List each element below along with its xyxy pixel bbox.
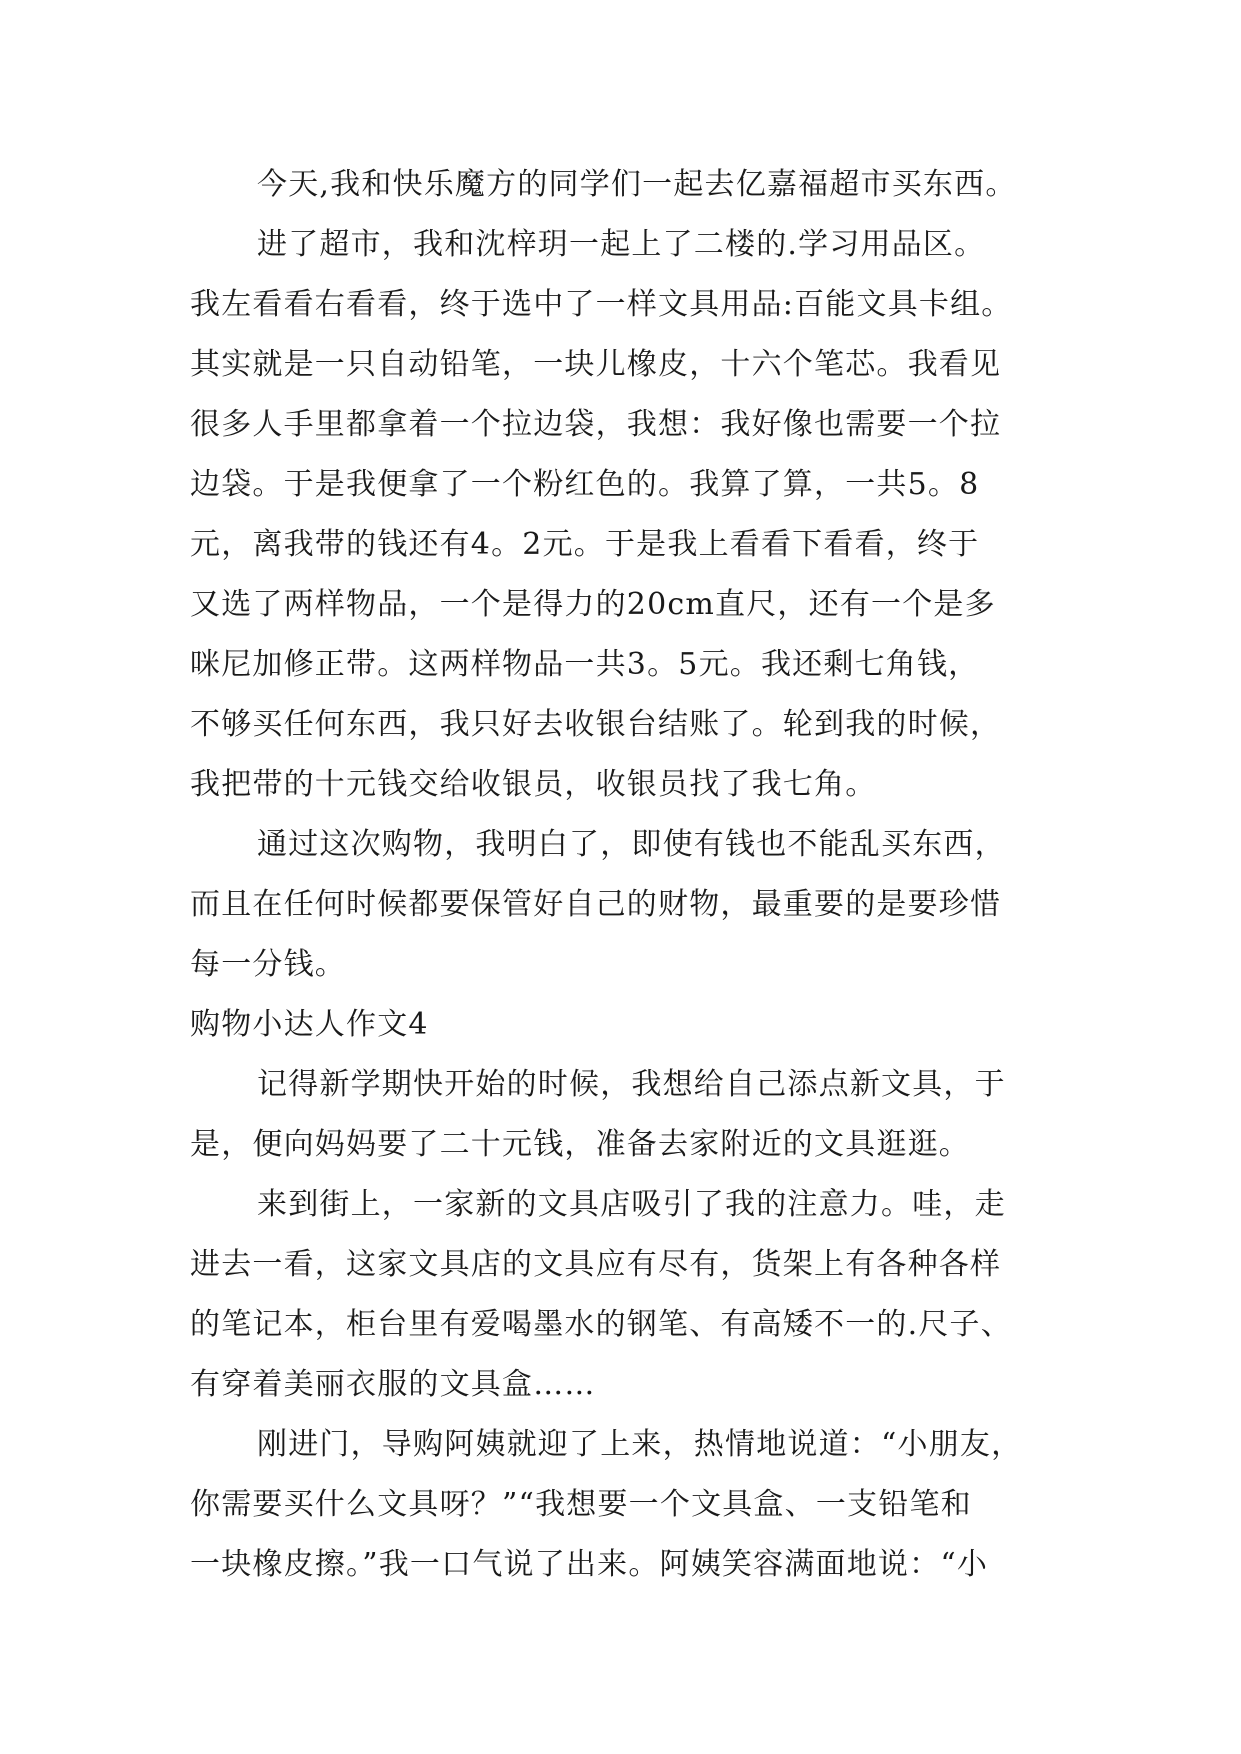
text-line: 又选了两样物品，一个是得力的20cm直尺，还有一个是多 [190,587,996,622]
text-line: 咪尼加修正带。这两样物品一共3。5元。我还剩七角钱， [190,647,980,682]
text-line: 是，便向妈妈要了二十元钱，准备去家附近的文具逛逛。 [190,1127,970,1162]
text-line: 通过这次购物，我明白了，即使有钱也不能乱买东西， [257,827,1006,862]
text-line: 不够买任何东西，我只好去收银台结账了。轮到我的时候， [190,707,1002,742]
text-line: 你需要买什么文具呀？”“我想要一个文具盒、一支铅笔和 [190,1487,972,1522]
text-line: 其实就是一只自动铅笔，一块儿橡皮，十六个笔芯。我看见 [190,347,1002,382]
text-line: 有穿着美丽衣服的文具盒…… [190,1367,596,1402]
text-line: 来到街上，一家新的文具店吸引了我的注意力。哇，走 [257,1187,1006,1222]
text-line: 进去一看，这家文具店的文具应有尽有，货架上有各种各样 [190,1247,1002,1282]
text-line: 进了超市，我和沈梓玥一起上了二楼的.学习用品区。 [257,227,986,262]
text-line: 边袋。于是我便拿了一个粉红色的。我算了算，一共5。8 [190,467,980,502]
text-line: 我左看看右看看，终于选中了一样文具用品:百能文具卡组。 [190,287,1013,322]
section-heading: 购物小达人作文4 [190,1007,429,1042]
text-line: 元，离我带的钱还有4。2元。于是我上看看下看看，终于 [190,527,980,562]
text-line: 而且在任何时候都要保管好自己的财物，最重要的是要珍惜 [190,887,1002,922]
text-line: 今天,我和快乐魔方的同学们一起去亿嘉福超市买东西。 [257,167,1017,202]
text-line: 一块橡皮擦。”我一口气说了出来。阿姨笑容满面地说：“小 [190,1547,989,1582]
text-line: 每一分钱。 [190,947,346,982]
text-line: 我把带的十元钱交给收银员，收银员找了我七角。 [190,767,877,802]
text-line: 的笔记本，柜台里有爱喝墨水的钢笔、有高矮不一的.尺子、 [190,1307,1012,1342]
text-line: 刚进门，导购阿姨就迎了上来，热情地说道：“小朋友， [257,1427,1023,1462]
text-line: 记得新学期快开始的时候，我想给自己添点新文具，于 [257,1067,1006,1102]
text-line: 很多人手里都拿着一个拉边袋，我想：我好像也需要一个拉 [190,407,1002,442]
